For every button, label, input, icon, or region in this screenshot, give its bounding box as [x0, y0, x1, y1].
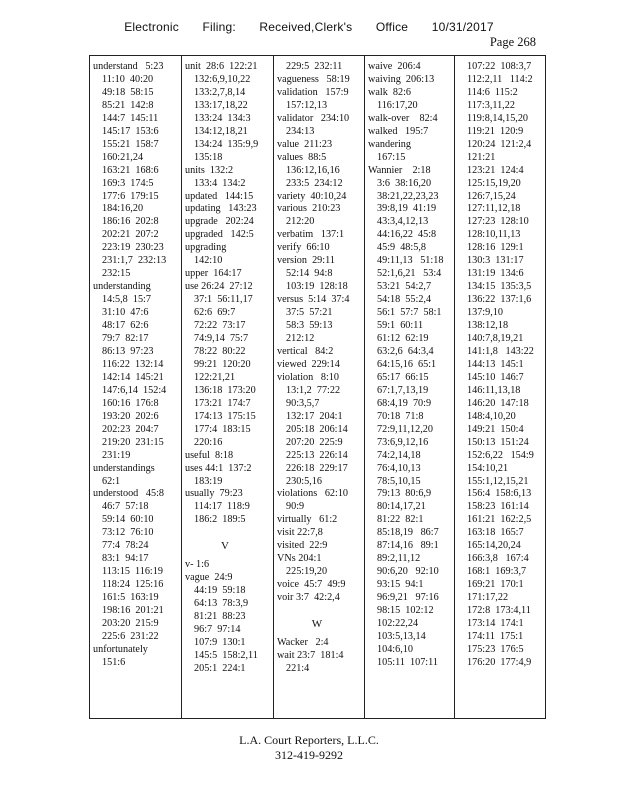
index-entry: 85:18,19 86:7	[377, 527, 439, 539]
index-entry: 68:4,19 70:9	[377, 397, 432, 409]
header-part: Received,Clerk's	[259, 20, 353, 34]
index-entry: 127:11,12,18	[467, 203, 521, 215]
index-entry: 81:22 82:1	[377, 514, 424, 526]
index-entry: 212:20	[286, 216, 315, 228]
index-entry: 233:5 234:12	[286, 177, 343, 189]
index-entry: 142:10	[194, 255, 223, 267]
index-entry: upgrading	[185, 242, 227, 254]
index-entry: 3:6 38:16,20	[377, 177, 432, 189]
index-entry: 46:7 57:18	[102, 501, 149, 513]
index-entry: 234:13	[286, 125, 315, 137]
column-divider	[273, 55, 274, 719]
index-entry: usually 79:23	[185, 488, 243, 500]
index-entry: upper 164:17	[185, 268, 242, 280]
index-entry: 116:17,20	[377, 99, 418, 111]
index-entry: values 88:5	[277, 151, 327, 163]
index-entry: 166:3,8 167:4	[467, 553, 529, 565]
index-entry: vagueness 58:19	[277, 73, 350, 85]
index-entry: v- 1:6	[185, 559, 210, 571]
index-entry: 85:21 142:8	[102, 99, 154, 111]
index-entry: 52:14 94:8	[286, 268, 333, 280]
index-entry: verify 66:10	[277, 242, 330, 254]
index-entry: 49:11,13 51:18	[377, 255, 444, 267]
index-entry: 203:20 215:9	[102, 617, 159, 629]
index-entry: 186:2 189:5	[194, 514, 246, 526]
index-entry: 90:3,5,7	[286, 397, 320, 409]
index-entry: 102:22,24	[377, 617, 419, 629]
index-entry: virtually 61:2	[277, 514, 338, 526]
index-entry: Wacker 2:4	[277, 637, 329, 649]
index-entry: vague 24:9	[185, 572, 233, 584]
index-entry: 59:1 60:11	[377, 320, 424, 332]
footer-company: L.A. Court Reporters, L.L.C.	[239, 733, 379, 747]
index-entry: 133:4 134:2	[194, 177, 246, 189]
index-entry: 137:9,10	[467, 307, 503, 319]
index-entry: walk-over 82:4	[368, 112, 438, 124]
index-entry: 70:18 71:8	[377, 410, 424, 422]
index-entry: 144:13 145:1	[467, 358, 524, 370]
index-entry: 79:13 80:6,9	[377, 488, 432, 500]
index-entry: value 211:23	[277, 138, 333, 150]
header-part: 10/31/2017	[431, 20, 494, 34]
index-entry: updating 143:23	[185, 203, 257, 215]
index-entry: 128:10,11,13	[467, 229, 521, 241]
index-column-3	[277, 61, 357, 716]
index-entry: 135:18	[194, 151, 223, 163]
index-entry: variety 40:10,24	[277, 190, 347, 202]
index-entry: 173:21 174:7	[194, 397, 251, 409]
index-entry: 223:19 230:23	[102, 242, 164, 254]
index-entry: 151:6	[102, 656, 126, 668]
index-entry: 202:23 204:7	[102, 423, 159, 435]
section-letter: V	[221, 540, 229, 553]
index-entry: 169:21 170:1	[467, 579, 524, 591]
index-entry: 48:17 62:6	[102, 320, 149, 332]
index-entry: 96:7 97:14	[194, 624, 241, 636]
index-entry: 134:24 135:9,9	[194, 138, 259, 150]
index-entry: upgraded 142:5	[185, 229, 254, 241]
index-entry: 177:6 179:15	[102, 190, 159, 202]
index-entry: 136:22 137:1,6	[467, 294, 532, 306]
index-entry: voir 3:7 42:2,4	[277, 592, 340, 604]
index-entry: 186:16 202:8	[102, 216, 159, 228]
index-entry: 77:4 78:24	[102, 540, 149, 552]
index-entry: wait 23:7 181:4	[277, 649, 344, 661]
index-entry: Wannier 2:18	[368, 164, 431, 176]
index-entry: visited 22:9	[277, 540, 328, 552]
index-entry: 150:13 151:24	[467, 436, 529, 448]
index-entry: 126:7,15,24	[467, 190, 516, 202]
index-entry: 146:11,13,18	[467, 384, 521, 396]
index-entry: 145:5 158:2,11	[194, 649, 258, 661]
index-entry: uses 44:1 137:2	[185, 462, 252, 474]
index-entry: understand 5:23	[93, 61, 164, 72]
index-entry: 183:19	[194, 475, 223, 487]
index-entry: 219:20 231:15	[102, 436, 164, 448]
index-entry: 123:21 124:4	[467, 164, 524, 176]
index-column-5	[458, 61, 538, 716]
index-entry: 78:5,10,15	[377, 475, 421, 487]
index-entry: 107:9 130:1	[194, 637, 246, 649]
index-entry: unfortunately	[93, 643, 148, 655]
index-entry: 119:8,14,15,20	[467, 112, 529, 124]
index-entry: 132:17 204:1	[286, 410, 343, 422]
index-entry: 62:6 69:7	[194, 307, 236, 319]
index-entry: validation 157:9	[277, 86, 349, 98]
index-entry: 83:1 94:17	[102, 553, 149, 565]
index-entry: 128:16 129:1	[467, 242, 524, 254]
index-entry: 43:3,4,12,13	[377, 216, 429, 228]
index-entry: 220:16	[194, 436, 223, 448]
index-entry: 121:21	[467, 151, 496, 163]
index-entry: 231:19	[102, 449, 131, 461]
index-entry: 99:21 120:20	[194, 358, 251, 370]
index-entry: 131:19 134:6	[467, 268, 524, 280]
index-entry: 163:18 165:7	[467, 527, 524, 539]
index-entry: walked 195:7	[368, 125, 429, 137]
index-entry: 105:11 107:11	[377, 656, 438, 668]
index-entry: 54:18 55:2,4	[377, 294, 432, 306]
index-entry: 225:13 226:14	[286, 449, 348, 461]
index-entry: 138:12,18	[467, 320, 509, 332]
index-entry: 74:9,14 75:7	[194, 333, 249, 345]
index-entry: 59:14 60:10	[102, 514, 154, 526]
index-entry: understood 45:8	[93, 488, 165, 500]
index-entry: 49:18 58:15	[102, 86, 154, 98]
index-entry: 173:14 174:1	[467, 617, 524, 629]
index-entry: 176:20 177:4,9	[467, 656, 532, 668]
index-column-2	[185, 61, 265, 716]
index-entry: 44:16,22 45:8	[377, 229, 437, 241]
index-entry: VNs 204:1	[277, 553, 322, 565]
index-entry: 145:17 153:6	[102, 125, 159, 137]
index-entry: 103:5,13,14	[377, 630, 426, 642]
index-entry: 65:17 66:15	[377, 371, 429, 383]
index-entry: 98:15 102:12	[377, 605, 434, 617]
index-entry: 104:6,10	[377, 643, 413, 655]
index-entry: 136:12,16,16	[286, 164, 340, 176]
header-part: Electronic	[124, 20, 179, 34]
index-entry: 175:23 176:5	[467, 643, 524, 655]
index-entry: 202:21 207:2	[102, 229, 159, 241]
index-entry: 205:1 224:1	[194, 662, 246, 674]
index-entry: 107:22 108:3,7	[467, 61, 532, 72]
index-entry: 80:14,17,21	[377, 501, 426, 513]
index-entry: 133:24 134:3	[194, 112, 251, 124]
index-entry: unit 28:6 122:21	[185, 61, 258, 72]
index-entry: 231:1,7 232:13	[102, 255, 167, 267]
index-entry: 39:8,19 41:19	[377, 203, 437, 215]
index-entry: updated 144:15	[185, 190, 254, 202]
header-part: Office	[375, 20, 409, 34]
index-entry: 156:4 158:6,13	[467, 488, 532, 500]
index-entry: 177:4 183:15	[194, 423, 251, 435]
index-entry: 76:4,10,13	[377, 462, 421, 474]
index-entry: various 210:23	[277, 203, 341, 215]
section-letter: W	[311, 618, 323, 631]
index-entry: 116:22 132:14	[102, 358, 164, 370]
index-entry: 31:10 47:6	[102, 307, 149, 319]
index-entry: 225:6 231:22	[102, 630, 159, 642]
index-entry: 90:6,20 92:10	[377, 566, 439, 578]
index-entry: 119:21 120:9	[467, 125, 524, 137]
index-entry: 212:12	[286, 333, 315, 345]
index-entry: 145:10 146:7	[467, 371, 524, 383]
index-entry: 120:24 121:2,4	[467, 138, 532, 150]
index-entry: 155:21 158:7	[102, 138, 159, 150]
index-entry: upgrade 202:24	[185, 216, 254, 228]
index-entry: 155:1,12,15,21	[467, 475, 529, 487]
index-entry: 37:5 57:21	[286, 307, 333, 319]
index-entry: 225:19,20	[286, 566, 328, 578]
index-entry: 148:4,10,20	[467, 410, 516, 422]
index-entry: voice 45:7 49:9	[277, 579, 346, 591]
index-entry: 81:21 88:23	[194, 611, 246, 623]
index-entry: 125:15,19,20	[467, 177, 521, 189]
column-divider	[454, 55, 455, 719]
index-entry: 152:6,22 154:9	[467, 449, 534, 461]
index-entry: 38:21,22,23,23	[377, 190, 439, 202]
index-entry: 72:22 73:17	[194, 320, 246, 332]
filing-header	[0, 20, 618, 34]
index-entry: 127:23 128:10	[467, 216, 529, 228]
index-entry: 63:2,6 64:3,4	[377, 345, 434, 357]
index-entry: 167:15	[377, 151, 406, 163]
index-entry: 133:17,18,22	[194, 99, 248, 111]
index-entry: 168:1 169:3,7	[467, 566, 527, 578]
index-entry: 133:2,7,8,14	[194, 86, 246, 98]
index-entry: 72:9,11,12,20	[377, 423, 433, 435]
index-entry: 14:5,8 15:7	[102, 294, 151, 306]
index-entry: 112:2,11 114:2	[467, 73, 533, 85]
index-entry: 118:24 125:16	[102, 579, 164, 591]
index-entry: 144:7 145:11	[102, 112, 159, 124]
index-entry: wandering	[368, 138, 411, 150]
index-entry: 140:7,8,19,21	[467, 333, 524, 345]
index-entry: use 26:24 27:12	[185, 281, 253, 293]
index-entry: 230:5,16	[286, 475, 322, 487]
index-entry: 221:4	[286, 662, 310, 674]
index-entry: 78:22 80:22	[194, 345, 246, 357]
index-entry: 58:3 59:13	[286, 320, 333, 332]
index-entry: 52:1,6,21 53:4	[377, 268, 442, 280]
header-part: Filing:	[202, 20, 236, 34]
index-entry: 158:23 161:14	[467, 501, 529, 513]
footer-phone: 312-419-9292	[275, 748, 343, 762]
index-entry: versus 5:14 37:4	[277, 294, 350, 306]
index-entry: 64:15,16 65:1	[377, 358, 437, 370]
index-entry: 73:12 76:10	[102, 527, 154, 539]
index-entry: 165:14,20,24	[467, 540, 521, 552]
index-entry: 53:21 54:2,7	[377, 281, 432, 293]
index-entry: 171:17,22	[467, 592, 509, 604]
index-entry: 73:6,9,12,16	[377, 436, 429, 448]
index-entry: 61:12 62:19	[377, 333, 429, 345]
index-entry: 93:15 94:1	[377, 579, 424, 591]
index-entry: 86:13 97:23	[102, 345, 154, 357]
index-entry: 96:9,21 97:16	[377, 592, 439, 604]
index-entry: 89:2,11,12	[377, 553, 421, 565]
index-entry: 154:10,21	[467, 462, 509, 474]
index-entry: 161:5 163:19	[102, 592, 159, 604]
column-divider	[364, 55, 365, 719]
index-entry: 193:20 202:6	[102, 410, 159, 422]
index-entry: 198:16 201:21	[102, 605, 164, 617]
index-entry: 37:1 56:11,17	[194, 294, 253, 306]
index-entry: 229:5 232:11	[286, 61, 343, 72]
index-entry: 205:18 206:14	[286, 423, 348, 435]
index-entry: 117:3,11,22	[467, 99, 515, 111]
index-column-4	[368, 61, 448, 716]
index-entry: 172:8 173:4,11	[467, 605, 531, 617]
index-entry: verbatim 137:1	[277, 229, 345, 241]
index-entry: 62:1	[102, 475, 121, 487]
index-entry: 56:1 57:7 58:1	[377, 307, 442, 319]
index-entry: understanding	[93, 281, 151, 293]
index-entry: 79:7 82:17	[102, 333, 149, 345]
index-entry: 163:21 168:6	[102, 164, 159, 176]
index-entry: 232:15	[102, 268, 131, 280]
index-entry: 207:20 225:9	[286, 436, 343, 448]
index-entry: 114:17 118:9	[194, 501, 250, 513]
index-entry: 122:21,21	[194, 371, 236, 383]
index-entry: 67:1,7,13,19	[377, 384, 429, 396]
index-entry: viewed 229:14	[277, 358, 340, 370]
index-entry: violation 8:10	[277, 371, 339, 383]
index-entry: 226:18 229:17	[286, 462, 348, 474]
index-entry: visit 22:7,8	[277, 527, 323, 539]
index-entry: 103:19 128:18	[286, 281, 348, 293]
index-entry: 64:13 78:3,9	[194, 598, 249, 610]
index-entry: 146:20 147:18	[467, 397, 529, 409]
index-entry: 184:16,20	[102, 203, 144, 215]
index-entry: 132:6,9,10,22	[194, 73, 251, 85]
index-entry: violations 62:10	[277, 488, 349, 500]
index-entry: 174:11 175:1	[467, 630, 524, 642]
index-entry: 161:21 162:2,5	[467, 514, 532, 526]
index-entry: 114:6 115:2	[467, 86, 518, 98]
index-entry: 134:15 135:3,5	[467, 281, 532, 293]
index-entry: 160:21,24	[102, 151, 144, 163]
index-entry: 74:2,14,18	[377, 449, 421, 461]
index-entry: 13:1,2 77:22	[286, 384, 341, 396]
index-entry: 157:12,13	[286, 99, 328, 111]
index-entry: 113:15 116:19	[102, 566, 163, 578]
index-entry: 45:9 48:5,8	[377, 242, 426, 254]
index-entry: 174:13 175:15	[194, 410, 256, 422]
index-entry: 169:3 174:5	[102, 177, 154, 189]
index-entry: units 132:2	[185, 164, 234, 176]
index-entry: 136:18 173:20	[194, 384, 256, 396]
index-entry: waiving 206:13	[368, 73, 435, 85]
index-entry: 11:10 40:20	[102, 73, 154, 85]
index-entry: waive 206:4	[368, 61, 421, 72]
index-entry: 134:12,18,21	[194, 125, 248, 137]
index-entry: useful 8:18	[185, 449, 234, 461]
index-entry: 130:3 131:17	[467, 255, 524, 267]
index-entry: validator 234:10	[277, 112, 350, 124]
index-column-1	[93, 61, 173, 716]
index-entry: 142:14 145:21	[102, 371, 164, 383]
index-entry: version 29:11	[277, 255, 335, 267]
index-entry: 90:9	[286, 501, 305, 513]
index-entry: walk 82:6	[368, 86, 412, 98]
page-number: Page 268	[489, 35, 536, 49]
index-entry: 147:6,14 152:4	[102, 384, 167, 396]
index-entry: understandings	[93, 462, 155, 474]
index-entry: 87:14,16 89:1	[377, 540, 439, 552]
index-entry: 141:1,8 143:22	[467, 345, 534, 357]
index-entry: 160:16 176:8	[102, 397, 159, 409]
index-entry: 44:19 59:18	[194, 585, 246, 597]
column-divider	[181, 55, 182, 719]
index-entry: vertical 84:2	[277, 345, 334, 357]
index-entry: 149:21 150:4	[467, 423, 524, 435]
